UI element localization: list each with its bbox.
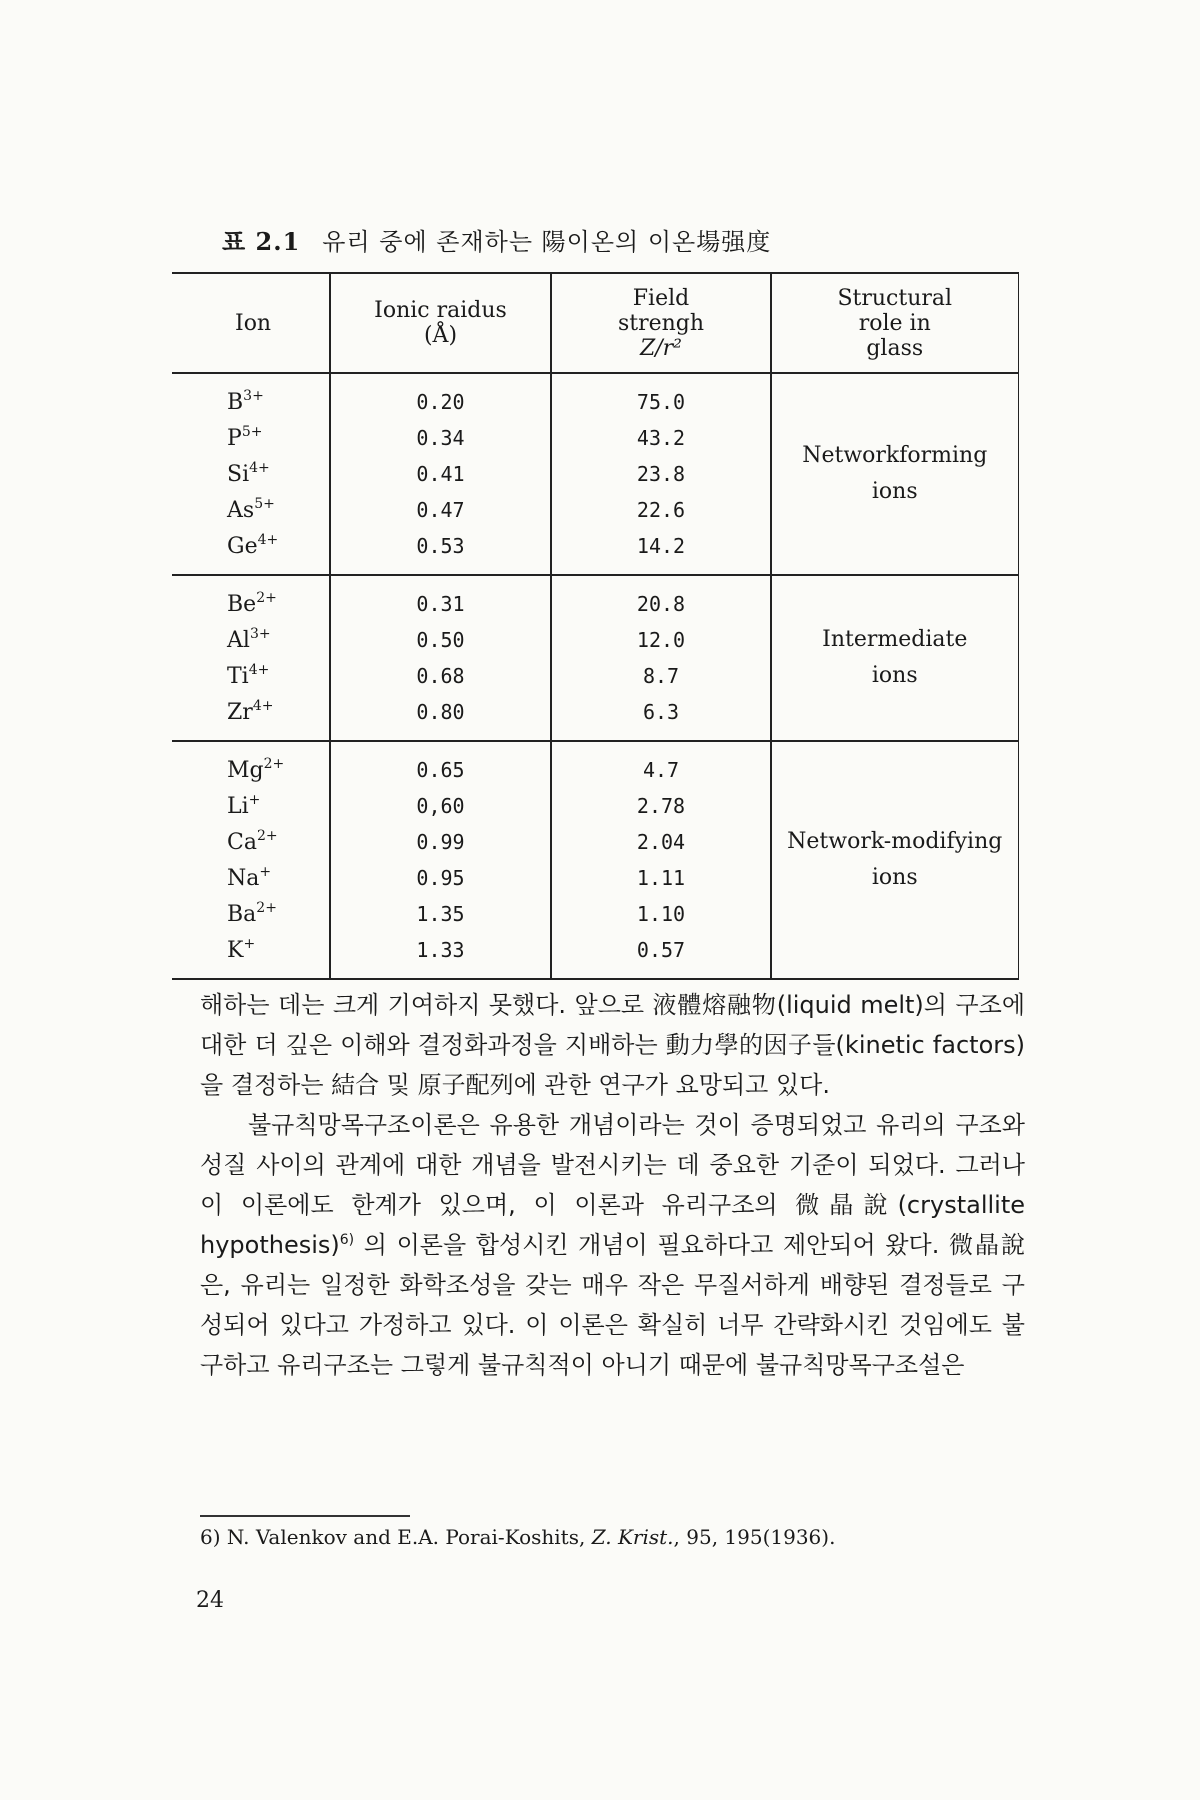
ion-charge: 5+ [241, 423, 263, 440]
footnote-ref: 6) [339, 1232, 355, 1248]
field-strength-cell: 2.78 [551, 788, 771, 824]
field-strength-cell: 14.2 [551, 528, 771, 575]
header-ion: Ion [172, 273, 330, 373]
field-strength-cell: 8.7 [551, 658, 771, 694]
ion-charge: 2+ [263, 755, 285, 772]
paragraph-1: 해하는 데는 크게 기여하지 못했다. 앞으로 液體熔融物(liquid melt)의 구조에 대한 더 깊은 이해와 결정화과정을 지배하는 動力學的因子들(kinetic factors)을 결정하는 結合 및 原子配列에 관한 연구가 요망되고 있다. [200, 991, 1025, 1099]
ion-symbol: Al [227, 627, 250, 653]
ion-cell [172, 622, 330, 658]
field-strength-cell: 12.0 [551, 622, 771, 658]
ion-symbol: Na [227, 865, 260, 891]
footnote-rule [200, 1515, 410, 1517]
header-field-strength: Field strengh Z/r² [551, 273, 771, 373]
ion-cell [172, 860, 330, 896]
structural-role-cell: Intermediate ions [771, 575, 1018, 741]
journal-name: Z. Krist. [591, 1525, 674, 1549]
ionic-radius-cell: 0.50 [330, 622, 551, 658]
table-number: 표 2.1 [222, 227, 301, 256]
field-strength-cell: 43.2 [551, 420, 771, 456]
table-row [172, 575, 1018, 622]
ionic-radius-cell: 0.34 [330, 420, 551, 456]
paragraph-2: 불규칙망목구조이론은 유용한 개념이라는 것이 증명되었고 유리의 구조와 성질 사이의 관계에 대한 개념을 발전시키는 데 중요한 기준이 되었다. 그러나 이 이론에도 한계가 있으며, 이 이론과 유리구조의 微晶說(crystallite hypothesis)$^{6)}$ 의 이론을 합성시킨 개념이 필요하다고 제안되어 왔다. 微晶說은, 유리는 일정한 화학조성을 갖는 매우 작은 무질서하게 배향된 결정들로 구성되어 있다고 가정하고 있다. 이 이론은 확실히 너무 간략화시킨 것임에도 불구하고 유리구조는 그렇게 불규칙적이 아니기 때문에 불규칙망목구조설은 [200, 1111, 1025, 1379]
ion-symbol: Mg [227, 757, 264, 783]
table-title: 유리 중에 존재하는 陽이온의 이온場强度 [322, 228, 772, 256]
ion-symbol: Li [227, 793, 249, 819]
ion-charge: 4+ [257, 531, 279, 548]
ion-cell [172, 896, 330, 932]
ionic-radius-cell: 0,60 [330, 788, 551, 824]
table-row [172, 741, 1018, 788]
ion-symbol: Ba [227, 901, 257, 927]
ion-symbol: Be [227, 591, 257, 617]
ion-symbol: Ca [227, 829, 257, 855]
structural-role-cell: Networkforming ions [771, 373, 1018, 575]
ionic-radius-cell: 0.99 [330, 824, 551, 860]
ion-group [172, 575, 1018, 741]
footnote: 6) N. Valenkov and E.A. Porai-Koshits, Z. Krist., 95, 195(1936). [200, 1525, 836, 1549]
ion-cell [172, 492, 330, 528]
ionic-radius-cell: 0.31 [330, 575, 551, 622]
field-strength-cell: 4.7 [551, 741, 771, 788]
field-strength-cell: 1.11 [551, 860, 771, 896]
ion-charge: 2+ [256, 827, 278, 844]
header-structural-role: Structural role in glass [771, 273, 1018, 373]
cation-field-strength-table [172, 272, 1019, 980]
ion-charge: + [243, 935, 256, 952]
field-strength-cell: 20.8 [551, 575, 771, 622]
ion-symbol: As [227, 497, 255, 523]
structural-role-cell: Network-modifying ions [771, 741, 1018, 979]
ion-cell [172, 456, 330, 492]
ion-cell [172, 788, 330, 824]
ionic-radius-cell: 0.68 [330, 658, 551, 694]
body-text [200, 985, 1025, 1385]
ion-charge: 5+ [254, 495, 275, 512]
ion-charge: 3+ [249, 625, 271, 642]
ion-charge: 4+ [248, 661, 270, 678]
ion-symbol: Ti [227, 663, 249, 689]
ion-charge: + [248, 791, 261, 808]
ion-cell [172, 741, 330, 788]
ion-cell [172, 528, 330, 575]
ion-symbol: Ge [227, 533, 258, 559]
ion-cell [172, 824, 330, 860]
page-number: 24 [196, 1588, 224, 1613]
ion-charge: 3+ [243, 387, 264, 404]
ion-symbol: K [227, 937, 244, 963]
ionic-radius-cell: 0.65 [330, 741, 551, 788]
field-strength-cell: 75.0 [551, 373, 771, 420]
table-row [172, 373, 1018, 420]
header-ionic-radius: Ionic raidus (Å) [330, 273, 551, 373]
ion-charge: 2+ [256, 589, 277, 606]
ionic-radius-cell: 1.35 [330, 896, 551, 932]
ion-charge: 4+ [249, 459, 270, 476]
ion-cell [172, 694, 330, 741]
ionic-radius-cell: 1.33 [330, 932, 551, 979]
ionic-radius-cell: 0.80 [330, 694, 551, 741]
ion-group [172, 373, 1018, 575]
ion-cell [172, 373, 330, 420]
field-strength-cell: 6.3 [551, 694, 771, 741]
ion-charge: 4+ [252, 697, 274, 714]
field-strength-cell: 2.04 [551, 824, 771, 860]
table-caption [222, 222, 771, 257]
ion-symbol: Si [227, 461, 250, 487]
ionic-radius-cell: 0.20 [330, 373, 551, 420]
ion-symbol: Zr [227, 699, 253, 725]
ion-charge: 2+ [256, 899, 277, 916]
ion-charge: + [259, 863, 272, 880]
field-strength-cell: 0.57 [551, 932, 771, 979]
ionic-radius-cell: 0.53 [330, 528, 551, 575]
ion-group [172, 741, 1018, 979]
table-header-row [172, 273, 1018, 373]
field-strength-cell: 1.10 [551, 896, 771, 932]
field-strength-cell: 22.6 [551, 492, 771, 528]
ion-cell [172, 932, 330, 979]
ionic-radius-cell: 0.47 [330, 492, 551, 528]
ion-cell [172, 575, 330, 622]
field-strength-cell: 23.8 [551, 456, 771, 492]
ion-symbol: P [227, 425, 242, 451]
ionic-radius-cell: 0.41 [330, 456, 551, 492]
ion-cell [172, 420, 330, 456]
ionic-radius-cell: 0.95 [330, 860, 551, 896]
ion-cell [172, 658, 330, 694]
ion-symbol: B [227, 389, 244, 415]
